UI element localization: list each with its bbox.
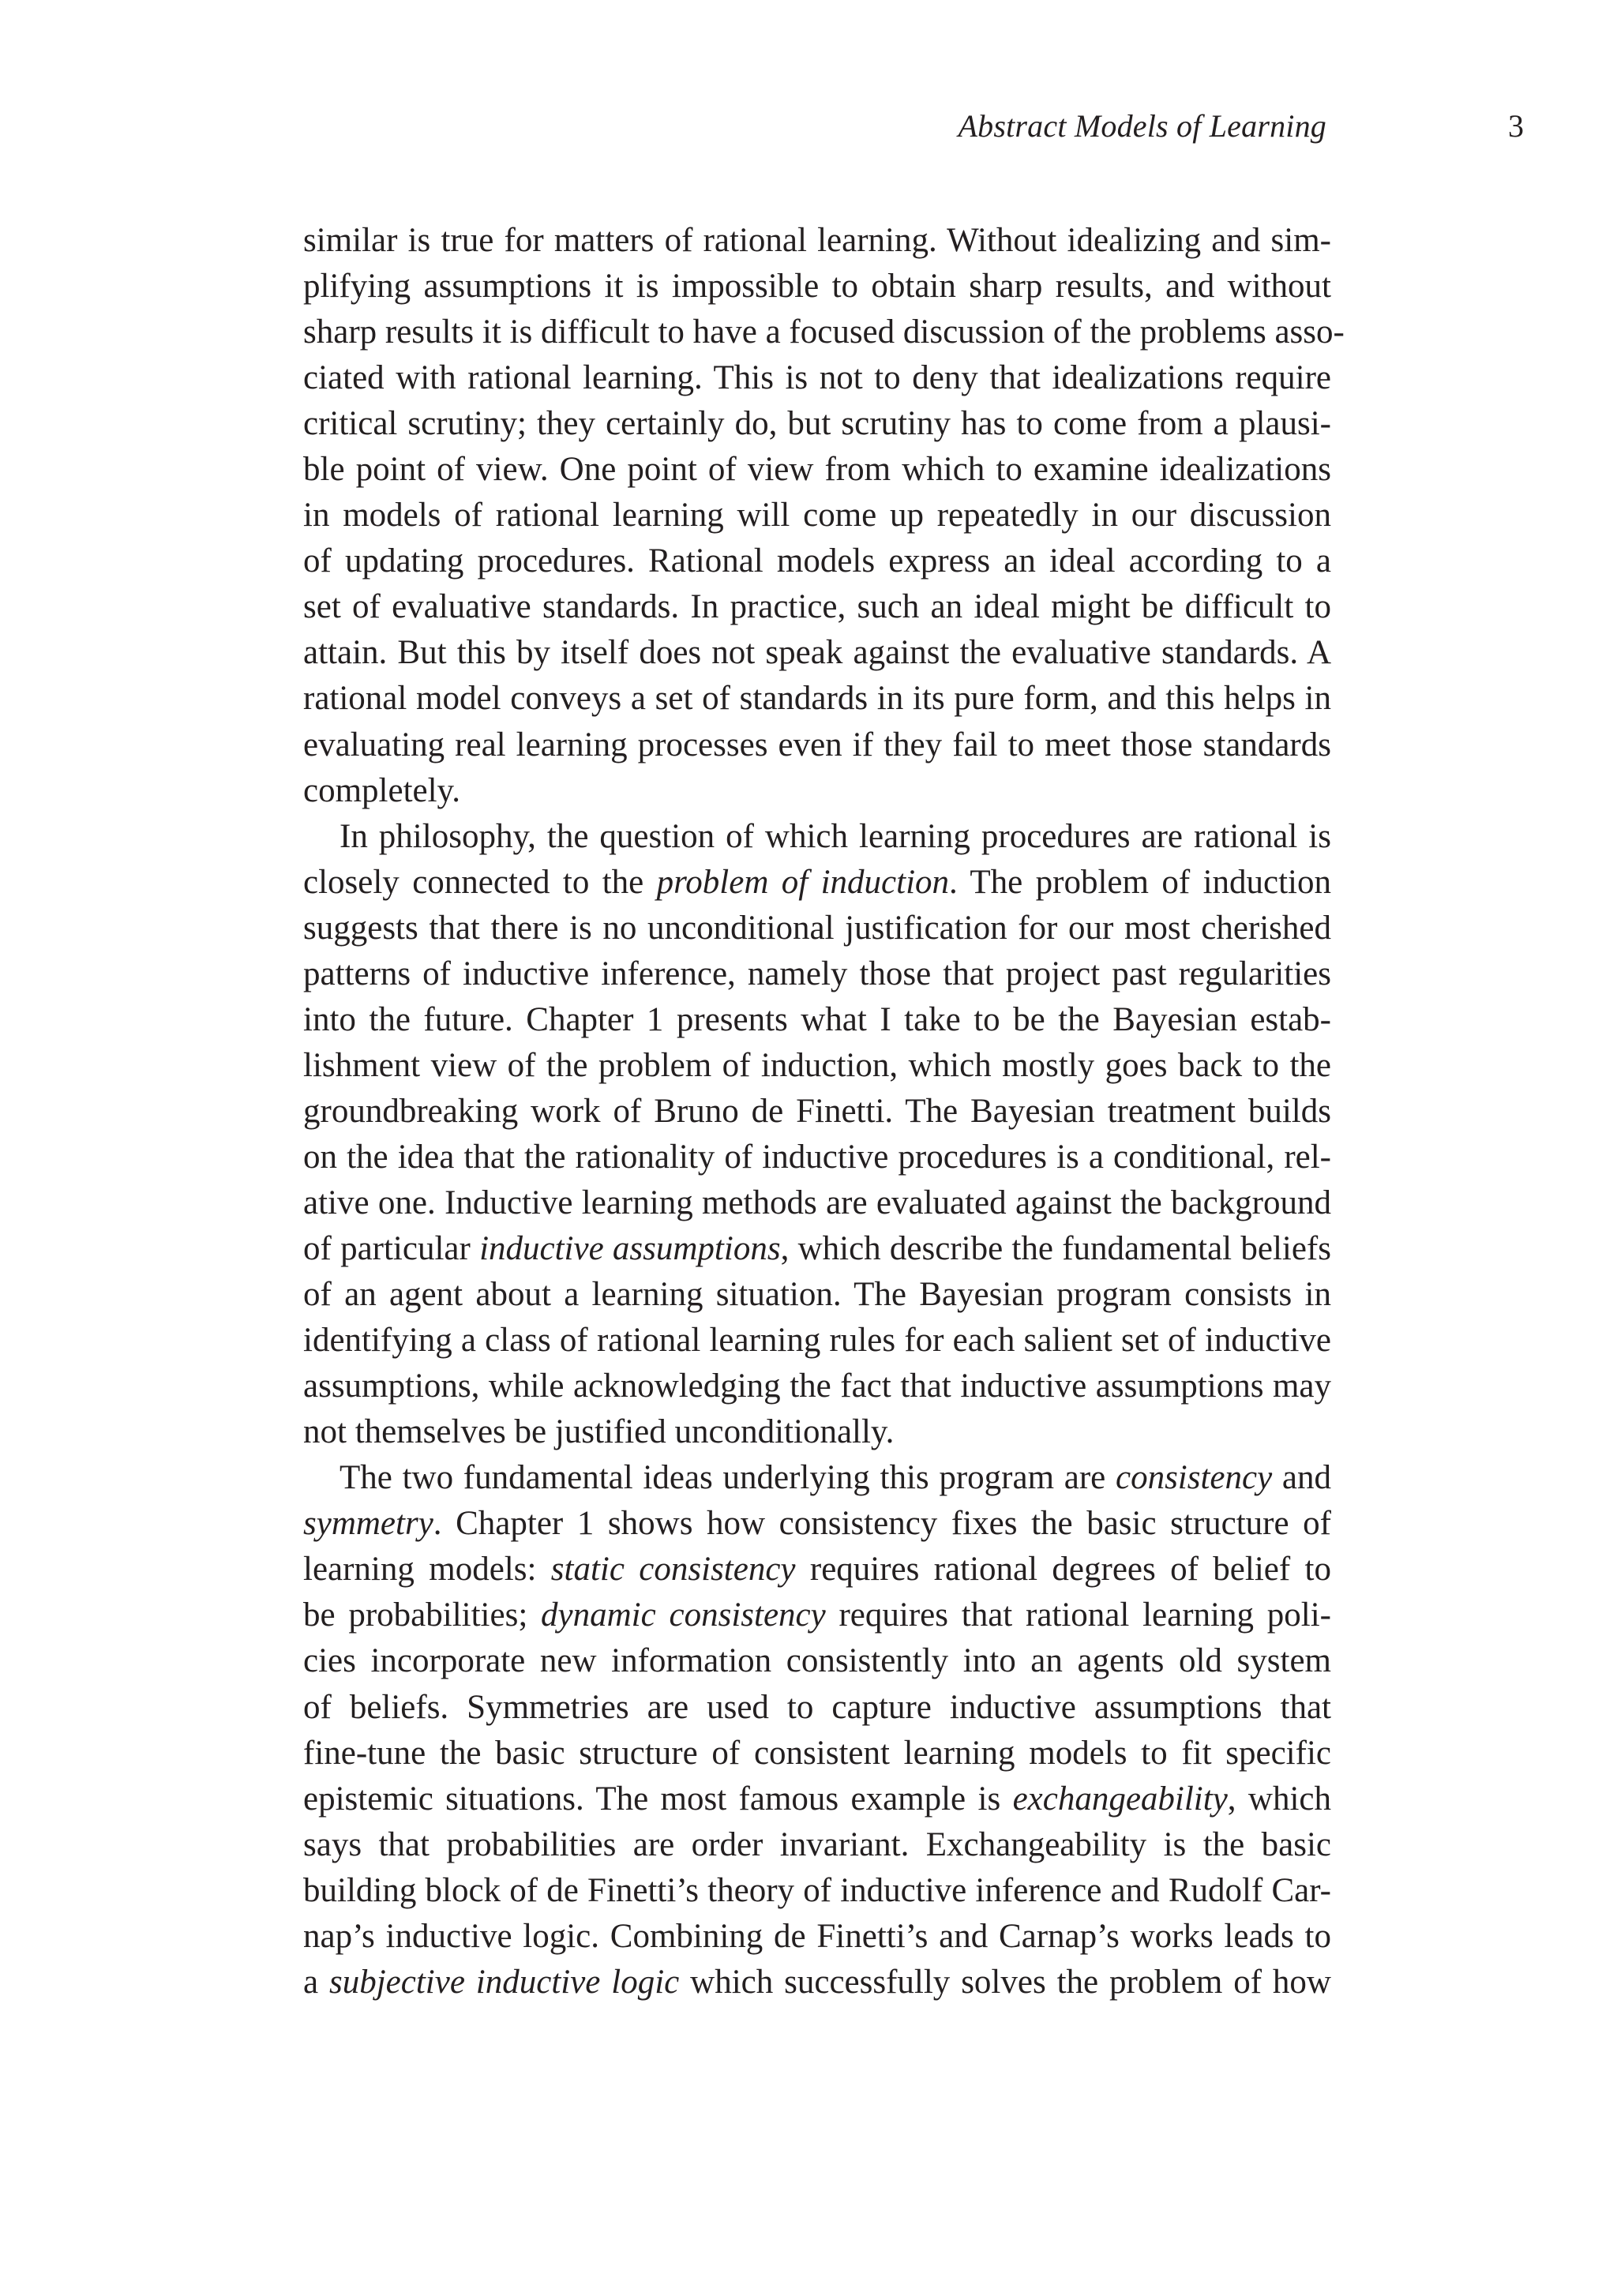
text-line	[303, 1226, 1331, 1272]
text-line	[303, 1547, 1331, 1593]
text-line: not themselves be justified unconditionally.	[303, 1413, 895, 1451]
line-text: requires rational degrees of belief to	[795, 1551, 1331, 1589]
text-line: In philosophy, the question of which learning procedures are rational is	[340, 817, 1331, 855]
line-text: which successfully solves the problem of how	[679, 1963, 1331, 2001]
text-line: critical scrutiny; they certainly do, but scrutiny has to come from a plausi-	[303, 405, 1331, 443]
text-line: identifying a class of rational learning rules for each salient set of inductive	[303, 1322, 1331, 1360]
emphasis: subjective inductive logic	[328, 1963, 680, 2001]
line-text: requires that rational learning poli-	[825, 1596, 1331, 1634]
text-line: groundbreaking work of Bruno de Finetti. The Bayesian treatment builds	[303, 1092, 1331, 1130]
text-line: assumptions, while acknowledging the fact that inductive assumptions may	[303, 1367, 1331, 1405]
text-line: lishment view of the problem of induction, which mostly goes back to the	[303, 1046, 1331, 1084]
text-line: on the idea that the rationality of inductive procedures is a conditional, rel-	[303, 1138, 1331, 1176]
text-line	[303, 1501, 1331, 1547]
line-text: and	[1272, 1459, 1331, 1497]
line-text: learning models:	[303, 1551, 551, 1589]
text-line: into the future. Chapter 1 presents what I take to be the Bayesian estab-	[303, 1000, 1331, 1038]
line-text: be probabilities;	[303, 1596, 542, 1634]
line-text: a	[303, 1963, 329, 2001]
text-line	[303, 1776, 1331, 1822]
text-line: patterns of inductive inference, namely those that project past regularities	[303, 955, 1331, 992]
text-line: of updating procedures. Rational models express an ideal according to a	[303, 542, 1331, 580]
text-line: plifying assumptions it is impossible to obtain sharp results, and without	[303, 268, 1331, 306]
text-line: of beliefs. Symmetries are used to capture inductive assumptions that	[303, 1688, 1331, 1726]
line-text: , which describe the fundamental beliefs	[780, 1230, 1331, 1268]
line-text: closely connected to the	[303, 863, 657, 901]
emphasis: consistency	[1115, 1459, 1273, 1497]
emphasis: dynamic consistency	[541, 1596, 826, 1634]
text-line: in models of rational learning will come up repeatedly in our discussion	[303, 497, 1331, 535]
line-text: . The problem of induction	[949, 863, 1331, 901]
text-line: ative one. Inductive learning methods are evaluated against the background	[303, 1184, 1331, 1221]
text-line: suggests that there is no unconditional justification for our most cherished	[303, 909, 1331, 947]
text-line: fine-tune the basic structure of consistent learning models to fit specific	[303, 1734, 1331, 1772]
text-line: building block of de Finetti’s theory of inductive inference and Rudolf Car-	[303, 1871, 1331, 1909]
line-text: . Chapter 1 shows how consistency fixes the basic structure of	[433, 1505, 1331, 1543]
page-number: 3	[1508, 108, 1524, 144]
text-line: attain. But this by itself does not speak against the evaluative standards. A	[303, 634, 1331, 672]
text-line	[303, 1593, 1331, 1638]
paragraph-3	[303, 1455, 1331, 2005]
line-text: of particular	[303, 1230, 480, 1268]
paragraph-1	[303, 218, 1345, 814]
paragraph-2	[303, 814, 1331, 1456]
emphasis: symmetry	[303, 1505, 433, 1543]
text-line	[303, 1960, 1331, 2005]
text-line: similar is true for matters of rational learning. Without idealizing and sim-	[303, 222, 1331, 259]
emphasis: problem of induction	[656, 863, 950, 901]
line-text: epistemic situations. The most famous example is	[303, 1780, 1013, 1818]
body-text	[303, 218, 1345, 2005]
text-line: sharp results it is difficult to have a focused discussion of the problems asso-	[303, 313, 1345, 351]
text-line	[303, 860, 1331, 906]
text-line: ble point of view. One point of view from which to examine idealizations	[303, 451, 1331, 489]
emphasis: exchangeability	[1012, 1780, 1228, 1818]
text-line: completely.	[303, 771, 461, 809]
text-line: says that probabilities are order invariant. Exchangeability is the basic	[303, 1825, 1331, 1863]
emphasis: inductive assumptions	[479, 1230, 781, 1268]
line-text: , which	[1227, 1780, 1331, 1818]
emphasis: static consistency	[550, 1551, 796, 1589]
text-line: rational model conveys a set of standards in its pure form, and this helps in	[303, 680, 1331, 718]
text-line	[303, 1455, 1331, 1501]
text-line: nap’s inductive logic. Combining de Finetti’s and Carnap’s works leads to	[303, 1917, 1331, 1955]
running-head-title: Abstract Models of Learning	[958, 108, 1326, 144]
line-text: The two fundamental ideas underlying this program are	[340, 1459, 1116, 1497]
text-line: ciated with rational learning. This is not to deny that idealizations require	[303, 359, 1331, 397]
text-line: evaluating real learning processes even if they fail to meet those standards	[303, 726, 1331, 763]
text-line: of an agent about a learning situation. The Bayesian program consists in	[303, 1276, 1331, 1314]
text-line: cies incorporate new information consistently into an agents old system	[303, 1642, 1331, 1680]
text-line: set of evaluative standards. In practice, such an ideal might be difficult to	[303, 588, 1331, 626]
